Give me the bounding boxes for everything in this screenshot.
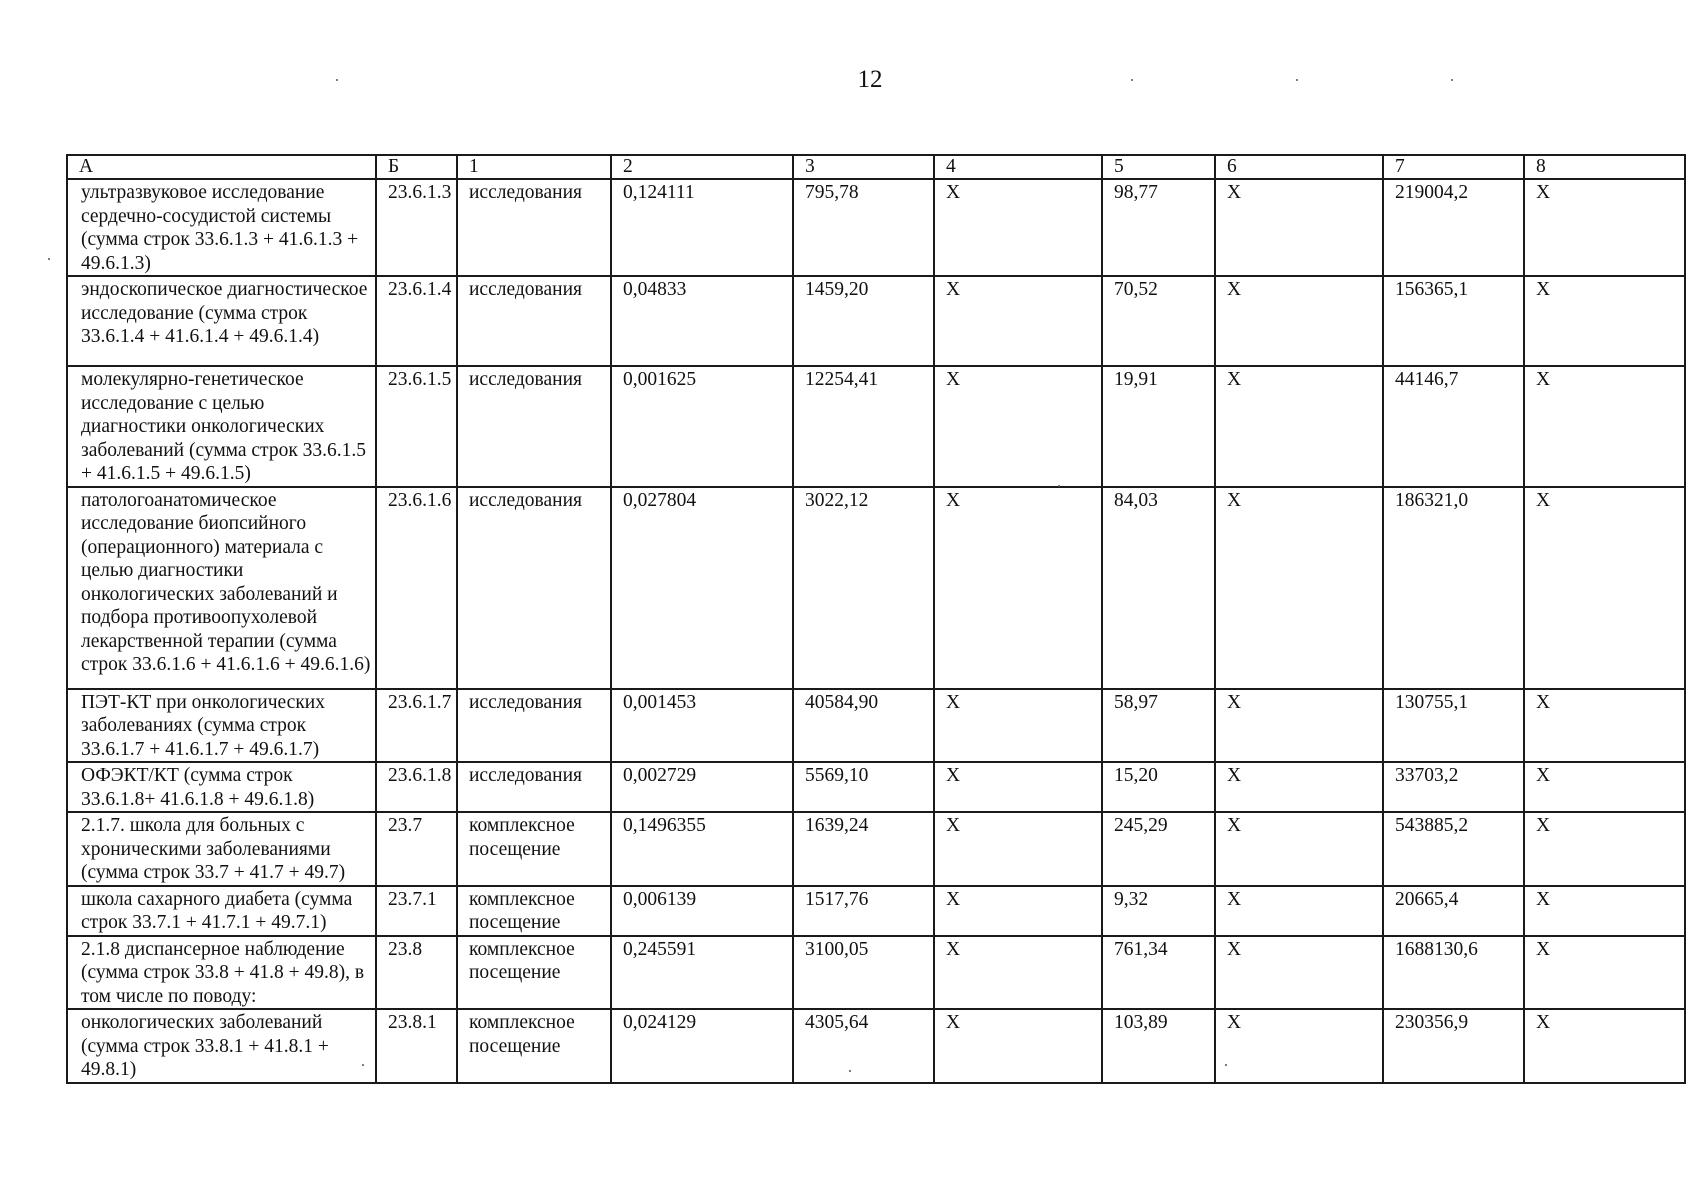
table-cell: 1639,24: [793, 812, 934, 886]
table-cell: 0,006139: [611, 886, 793, 936]
table-cell: X: [1215, 366, 1383, 487]
table-cell: X: [934, 1009, 1102, 1083]
table-cell: 2.1.8 диспансерное наблюдение (сумма строк 33.8 + 41.8 + 49.8), в том числе по поводу:: [67, 936, 376, 1010]
table-cell: 15,20: [1102, 762, 1215, 812]
table-cell: X: [1524, 1009, 1685, 1083]
page-number: 12: [857, 66, 883, 93]
table-cell: 103,89: [1102, 1009, 1215, 1083]
table-cell: 0,024129: [611, 1009, 793, 1083]
table-row: [67, 936, 1685, 1010]
table-cell: 20665,4: [1383, 886, 1524, 936]
table-cell: 0,04833: [611, 276, 793, 366]
table-cell: X: [934, 812, 1102, 886]
table-cell: 130755,1: [1383, 689, 1524, 763]
table-cell: молекулярно-генетическое исследование с целью диагностики онкологических заболеваний (сумма строк 33.6.1.5 + 41.6.1.5 + 49.6.1.5): [67, 366, 376, 487]
table-cell: X: [1524, 812, 1685, 886]
column-header: 8: [1524, 155, 1685, 179]
table-cell: 0,124111: [611, 179, 793, 276]
table-cell: X: [1524, 487, 1685, 689]
table-cell: онкологических заболеваний (сумма строк 33.8.1 + 41.8.1 + 49.8.1): [67, 1009, 376, 1083]
table-cell: комплексное посещение: [457, 1009, 611, 1083]
column-header: 5: [1102, 155, 1215, 179]
table-cell: исследования: [457, 689, 611, 763]
table-cell: X: [1215, 762, 1383, 812]
table-cell: 98,77: [1102, 179, 1215, 276]
table-cell: 245,29: [1102, 812, 1215, 886]
table-row: [67, 179, 1685, 276]
table-cell: X: [1215, 886, 1383, 936]
table-cell: X: [1524, 366, 1685, 487]
table-cell: X: [1215, 276, 1383, 366]
table-row: [67, 886, 1685, 936]
table-cell: X: [934, 762, 1102, 812]
table-cell: X: [1215, 812, 1383, 886]
column-header: А: [67, 155, 376, 179]
table-cell: комплексное посещение: [457, 812, 611, 886]
table-cell: 23.7: [376, 812, 457, 886]
table-cell: 5569,10: [793, 762, 934, 812]
table-cell: 0,1496355: [611, 812, 793, 886]
column-header: 2: [611, 155, 793, 179]
table-row: [67, 366, 1685, 487]
table-cell: ультразвуковое исследование сердечно-сосудистой системы (сумма строк 33.6.1.3 + 41.6.1.3 + 49.6.1.3): [67, 179, 376, 276]
table-cell: X: [934, 689, 1102, 763]
data-table: [66, 154, 1686, 1084]
table-cell: 219004,2: [1383, 179, 1524, 276]
table-cell: 0,001453: [611, 689, 793, 763]
table-cell: 3100,05: [793, 936, 934, 1010]
table-cell: 795,78: [793, 179, 934, 276]
table-row: [67, 762, 1685, 812]
table-cell: 23.6.1.5: [376, 366, 457, 487]
table-cell: 23.8.1: [376, 1009, 457, 1083]
table-cell: 0,027804: [611, 487, 793, 689]
table-cell: 3022,12: [793, 487, 934, 689]
table-cell: исследования: [457, 762, 611, 812]
table-cell: X: [934, 936, 1102, 1010]
table-row: [67, 276, 1685, 366]
column-header: 1: [457, 155, 611, 179]
table-cell: 1517,76: [793, 886, 934, 936]
table-cell: исследования: [457, 276, 611, 366]
table-cell: 1688130,6: [1383, 936, 1524, 1010]
table-cell: 4305,64: [793, 1009, 934, 1083]
column-header: Б: [376, 155, 457, 179]
column-header: 4: [934, 155, 1102, 179]
table-cell: X: [934, 487, 1102, 689]
table-cell: 23.8: [376, 936, 457, 1010]
table-cell: 58,97: [1102, 689, 1215, 763]
table-cell: исследования: [457, 487, 611, 689]
table-header-row: [67, 155, 1685, 179]
table-cell: 1459,20: [793, 276, 934, 366]
table-row: [67, 487, 1685, 689]
table-cell: 23.6.1.8: [376, 762, 457, 812]
column-header: 3: [793, 155, 934, 179]
table-cell: X: [1524, 762, 1685, 812]
table-cell: 9,32: [1102, 886, 1215, 936]
table-cell: 0,001625: [611, 366, 793, 487]
table-cell: 0,245591: [611, 936, 793, 1010]
table-cell: 23.6.1.7: [376, 689, 457, 763]
table-cell: исследования: [457, 179, 611, 276]
table-cell: X: [1215, 936, 1383, 1010]
table-cell: ОФЭКТ/КТ (сумма строк 33.6.1.8+ 41.6.1.8 + 49.6.1.8): [67, 762, 376, 812]
table-cell: X: [1215, 179, 1383, 276]
table-cell: 23.6.1.3: [376, 179, 457, 276]
column-header: 6: [1215, 155, 1383, 179]
table-row: [67, 689, 1685, 763]
table-cell: 543885,2: [1383, 812, 1524, 886]
table-cell: 2.1.7. школа для больных с хроническими заболеваниями (сумма строк 33.7 + 41.7 + 49.7): [67, 812, 376, 886]
table-cell: 23.7.1: [376, 886, 457, 936]
table-row: [67, 812, 1685, 886]
table-cell: X: [934, 886, 1102, 936]
table-cell: X: [1524, 886, 1685, 936]
table-cell: 70,52: [1102, 276, 1215, 366]
table-cell: X: [1524, 179, 1685, 276]
table-cell: 44146,7: [1383, 366, 1524, 487]
table-cell: X: [1215, 487, 1383, 689]
table-cell: комплексное посещение: [457, 886, 611, 936]
table-cell: эндоскопическое диагностическое исследование (сумма строк 33.6.1.4 + 41.6.1.4 + 49.6.1.4): [67, 276, 376, 366]
table-cell: X: [1524, 276, 1685, 366]
table-cell: школа сахарного диабета (сумма строк 33.7.1 + 41.7.1 + 49.7.1): [67, 886, 376, 936]
table-cell: X: [1215, 689, 1383, 763]
table-cell: патологоанатомическое исследование биопсийного (операционного) материала с целью диагностики онкологических заболеваний и подбора противоопухолевой лекарственной терапии (сумма строк 33.6.1.6 + 41.6.1.6 + 49.6.1.6): [67, 487, 376, 689]
table-cell: 230356,9: [1383, 1009, 1524, 1083]
table-cell: 12254,41: [793, 366, 934, 487]
table-cell: 0,002729: [611, 762, 793, 812]
table-row: [67, 1009, 1685, 1083]
column-header: 7: [1383, 155, 1524, 179]
table-body: [67, 179, 1685, 1083]
table-cell: комплексное посещение: [457, 936, 611, 1010]
table-cell: ПЭТ-КТ при онкологических заболеваниях (сумма строк 33.6.1.7 + 41.6.1.7 + 49.6.1.7): [67, 689, 376, 763]
table-cell: X: [1524, 936, 1685, 1010]
table-cell: 33703,2: [1383, 762, 1524, 812]
table-cell: X: [1524, 689, 1685, 763]
table-cell: X: [934, 179, 1102, 276]
table-cell: X: [1215, 1009, 1383, 1083]
table-cell: 23.6.1.4: [376, 276, 457, 366]
table-cell: X: [934, 366, 1102, 487]
table-cell: 761,34: [1102, 936, 1215, 1010]
table-cell: 156365,1: [1383, 276, 1524, 366]
table-cell: 186321,0: [1383, 487, 1524, 689]
table-cell: X: [934, 276, 1102, 366]
table-cell: 40584,90: [793, 689, 934, 763]
table-cell: 19,91: [1102, 366, 1215, 487]
table-cell: исследования: [457, 366, 611, 487]
table-cell: 23.6.1.6: [376, 487, 457, 689]
table-cell: 84,03: [1102, 487, 1215, 689]
